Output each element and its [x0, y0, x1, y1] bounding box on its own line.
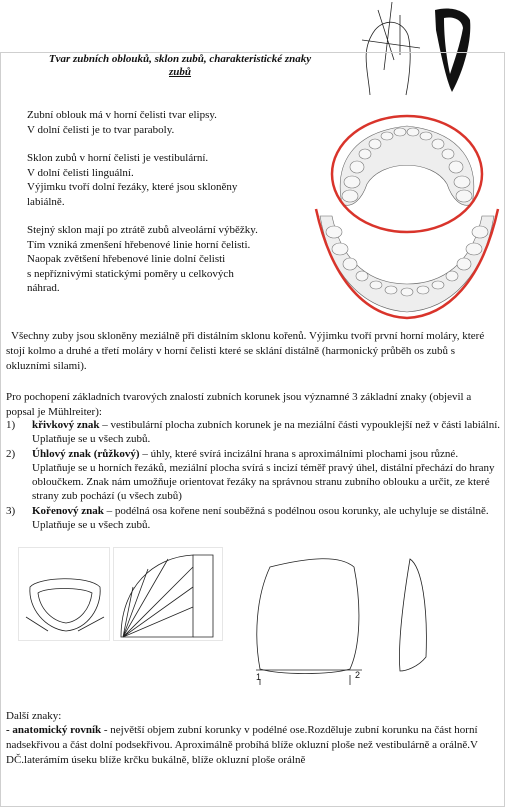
other-signs-body	[6, 723, 500, 768]
signs-list	[6, 418, 500, 533]
sign-number: 2)	[6, 448, 16, 460]
sign-text: – úhly, které svírá incizální hrana s aproximálními plochami jsou různé. Uplatňuje se u horních řezáků, meziální plocha svírá s incizí téměř pravý úhel, distální přechází do hrany obloučkem. Znak nám umožňuje orientovat řezáky na správnou stranu zubního oblouku a určit, ze které strany zub pochází (u všech zubů)	[32, 448, 495, 502]
figure-label-2: 2	[355, 670, 361, 680]
title-line-2: zubů	[168, 66, 192, 78]
intro-text	[27, 108, 317, 296]
sign-number: 3)	[6, 505, 16, 517]
sign-item	[6, 504, 500, 532]
title-line-1: Tvar zubních oblouků, sklon zubů, charakteristické znaky	[48, 53, 312, 65]
intro-line: Stejný sklon mají po ztrátě zubů alveolární výběžky.	[27, 224, 258, 236]
other-signs-term: - anatomický rovník	[6, 724, 102, 736]
sign-item	[6, 418, 501, 446]
figure-label-1: 1	[256, 672, 262, 682]
intro-line: labiálně.	[27, 195, 65, 208]
sign-text: – vestibulární plocha zubních korunek je na meziální části vypouklejší než v části labiální. Uplatňuje se u všech zubů.	[32, 419, 501, 445]
mesial-paragraph-text: Všechny zuby jsou skloněny meziálně při distálním sklonu kořenů. Výjimku tvoří první horní moláry, které stojí kolmo a druhé a třetí moláry v horní čelisti které se sklání distálně (harmonický průběh os zubů s okluzními silami).	[6, 330, 485, 372]
dental-arches-illustration	[312, 104, 502, 326]
sign-item	[6, 447, 500, 503]
sign-term: Kořenový znak	[32, 505, 104, 517]
intro-line: Naopak zvětšení hřebenové linie dolní čelisti	[27, 253, 226, 265]
angle-diagram-figure	[113, 547, 223, 641]
page-title	[25, 53, 335, 79]
other-signs-heading: Další znaky:	[6, 710, 62, 722]
intro-line: Zubní oblouk má v horní čelisti tvar elipsy.	[27, 109, 217, 121]
incisor-outlines-figure	[250, 547, 446, 687]
intro-line: náhrad.	[27, 282, 60, 294]
sign-text: – podélná osa kořene není souběžná s podélnou osou korunky, ale uchyluje se distálně. Uplatňuje se u všech zubů.	[32, 505, 489, 531]
sign-term: křivkový znak	[32, 419, 100, 431]
other-signs-text: - největší objem zubní korunky v podélné ose.Rozděluje zubní korunku na část horní nadsekřivou a část dolní podsekřivou. Aproximálně probíhá blíže okluzní ploše než vestibulárně a orálně.V DČ.laterámím úseku blíže krčku bukálně, blíže okluzní ploše orálně	[6, 724, 478, 766]
signs-intro: Pro pochopení základních tvarových znalostí zubních korunek jsou významné 3 základní znaky (objevil a popsal je Mühlreiter):	[6, 391, 472, 418]
sign-term: Úhlový znak (růžkový)	[32, 448, 140, 460]
intro-line: Sklon zubů v horní čelisti je vestibulární.	[27, 152, 209, 164]
intro-line: Tím vzniká zmenšení hřebenové linie horní čelisti.	[27, 238, 251, 251]
intro-line: V dolní čelisti linguální.	[27, 166, 134, 179]
intro-line: V dolní čelisti je to tvar paraboly.	[27, 123, 175, 136]
sign-number: 1)	[6, 419, 16, 431]
intro-line: s nepříznivými statickými poměry u celkových	[27, 267, 234, 280]
crown-outline-figure	[18, 547, 110, 641]
mesial-paragraph	[6, 329, 500, 374]
intro-line: Výjimku tvoří dolní řezáky, které jsou skloněny	[27, 181, 238, 193]
